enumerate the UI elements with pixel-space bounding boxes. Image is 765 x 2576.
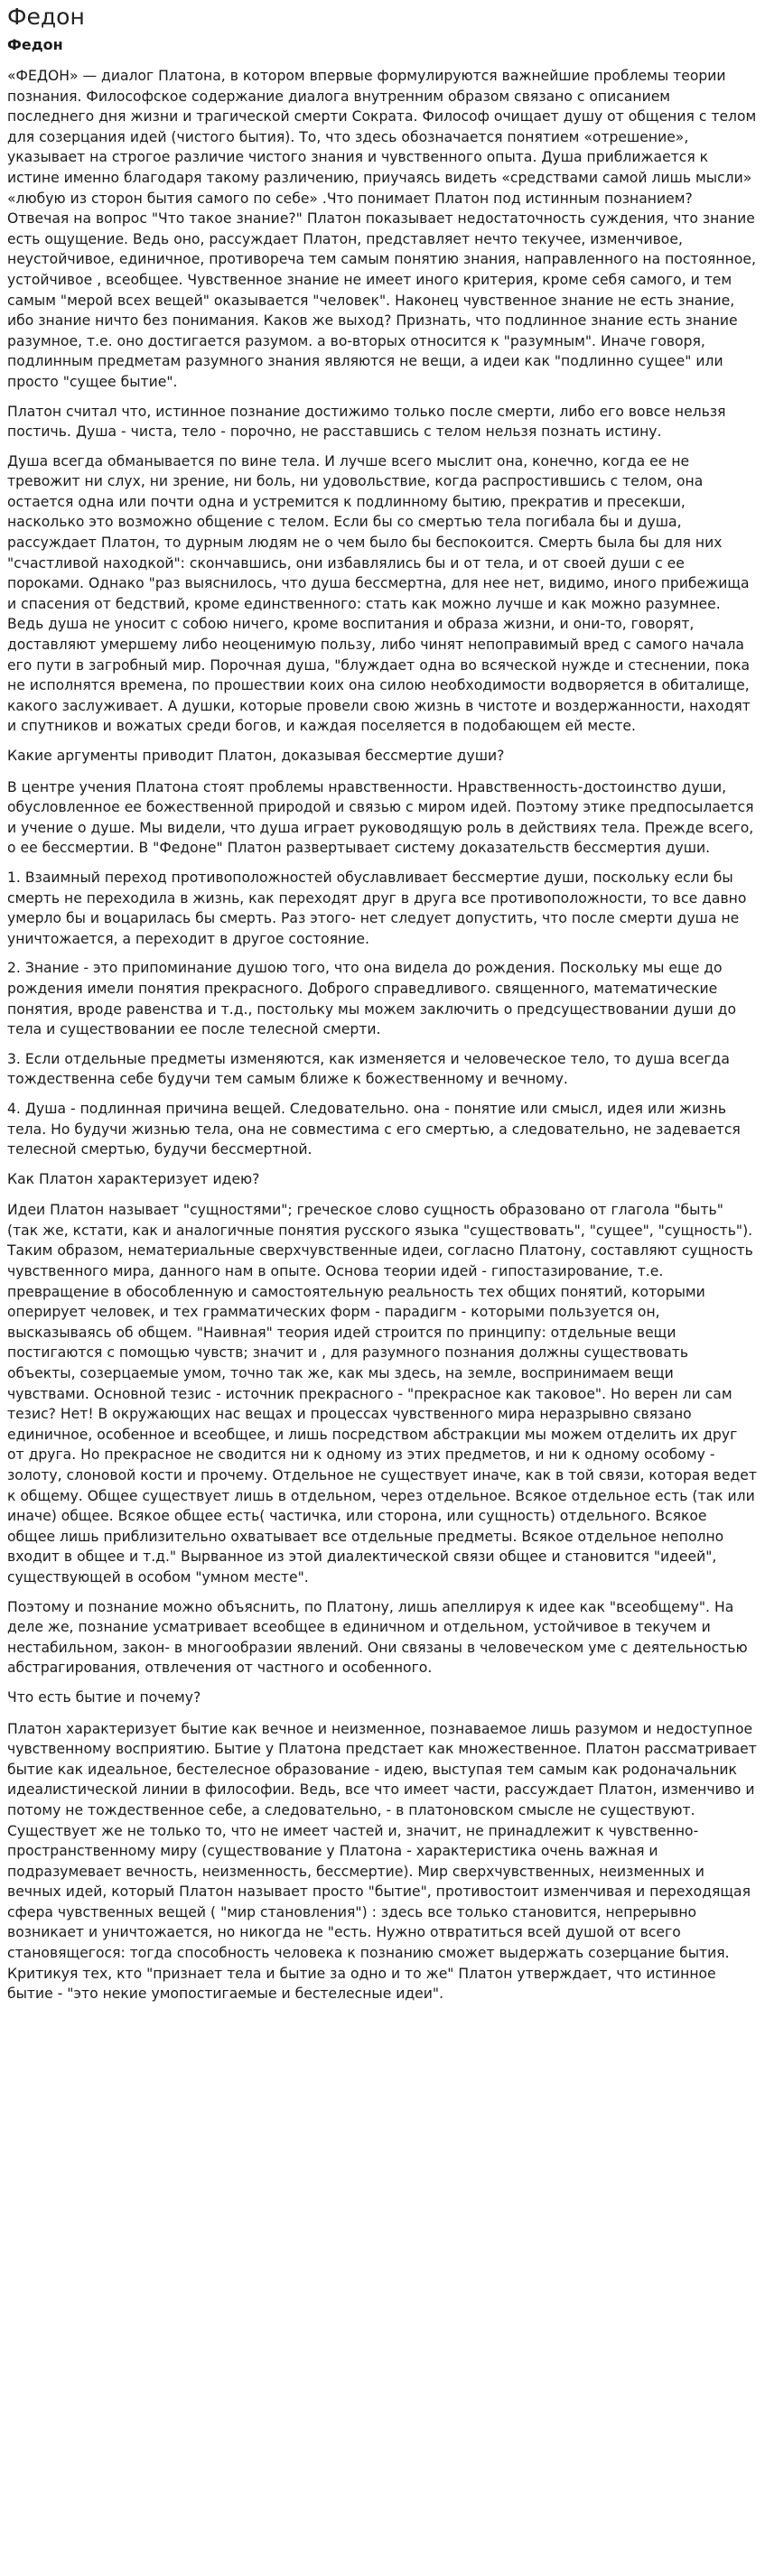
argument-item: 3. Если отдельные предметы изменяются, как изменяется и человеческое тело, то душа всегда тождественна себе будучи тем самым ближе к божественному и вечному. <box>7 1050 730 1088</box>
paragraph-soul-and-body: Душа всегда обманывается по вине тела. И лучше всего мыслит она, конечно, когда ее не тревожит ни слух, ни зрение, ни боль, ни удовольствие, когда распростившись с телом, она остается одна или почти одна и устремится к подлинному бытию, прекратив и пресекши, насколько это возможно общение с телом. Если бы со смертью тела погибала бы и душа, рассуждает Платон, то дурным людям не о чем было бы беспокоится. Смерть была бы для них "счастливой находкой": скончавшись, они избавлялись бы и от тела, и от своей души с ее пороками. Однако "раз выяснилось, что душа бессмертна, для нее нет, видимо, иного прибежища и спасения от бедствий, кроме единственного: стать как можно лучше и как можно разумнее. Ведь душа не уносит с собою ничего, кроме воспитания и образа жизни, и они-то, говорят, доставляют умершему либо неоценимую пользу, либо чинят непоправимый вред с самого начала его пути в загробный мир. Порочная душа, "блуждает одна во всяческой нужде и стеснении, пока не исполнятся времена, по прошествии коих она силою необходимости водворяется в обиталище, какого заслуживает. А душки, которые провели свою жизнь в чистоте и воздержанности, находят и спутников и вожатых среди богов, и каждая поселяется в подобающем ей месте. <box>7 452 751 735</box>
argument-item: 4. Душа - подлинная причина вещей. Следовательно. она - понятие или смысл, идея или жизнь тела. Но будучи жизнью тела, она не совместима с его смертью, а следовательно, не задевается телесной смертью, будучи бессмертной. <box>7 1100 741 1158</box>
paragraph-knowledge-after-death: Платон считал что, истинное познание достижимо только после смерти, либо его вовсе нельзя постичь. Душа - чиста, тело - порочно, не расставшись с телом нельзя познать истину. <box>7 403 726 441</box>
paragraph-cognition: Поэтому и познание можно объяснить, по Платону, лишь апеллируя к идее как "всеобщему". На деле же, познание усматривает всеобщее в единичном и отдельном, устойчивое в текучем и нестабильном, закон- в многообразии явлений. Они связаны в человеческом уме с деятельностью абстрагирования, отвлечения от частного и особенного. <box>7 1598 748 1677</box>
argument-item: 1. Взаимный переход противоположностей обуславливает бессмертие души, поскольку если бы смерть не переходила в жизнь, как переходят друг в друга все противоположности, то все давно умерло бы и воцарилась бы смерть. Раз этого- нет следует допустить, что после смерти душа не уничтожается, а переходит в другое состояние. <box>7 869 747 947</box>
article-title: Федон <box>7 36 63 53</box>
paragraph-ethics: В центре учения Платона стоят проблемы нравственности. Нравственность-достоинство души, обусловленное ее божественной природой и связью с миром идей. Поэтому этике предпосылается и учение о душе. Мы видели, что душа играет руководящую роль в действиях тела. Прежде всего, о ее бессмертии. В "Федоне" Платон развертывает систему доказательств бессмертия души. <box>7 778 754 857</box>
question-heading: Что есть бытие и почему? <box>7 1688 201 1706</box>
question-heading: Как Платон характеризует идею? <box>7 1170 260 1187</box>
paragraph-ideas: Идеи Платон называет "сущностями"; греческое слово сущность образовано от глагола "быть" (так же, кстати, как и аналогичные понятия русского языка "существовать", "сущее", "сущность"). Таким образом, нематериальные сверхчувственные идеи, согласно Платону, составляют сущность чувственного мира, данного нам в опыте. Основа теории идей - гипостазирование, т.е. превращение в обособленную и самостоятельную реальность тех общих понятий, которыми оперирует человек, и тех грамматических форм - парадигм - которыми пользуется он, высказываясь об общем. "Наивная" теория идей строится по принципу: отдельные вещи постигаются с помощью чувств; значит и , для разумного познания должны существовать объекты, созерцаемые умом, точно так же, как мы здесь, на земле, воспринимаем вещи чувствами. Основной тезис - источник прекрасного - "прекрасное как таковое". Но верен ли сам тезис? Нет! В окружающих нас вещах и процессах чувственного мира неразрывно связано единичное, особенное и всеобщее, и лишь посредством абстракции мы можем отделить их друг от друга. Но прекрасное не сводится ни к одному из этих предметов, и ни к одному особому - золоту, слоновой кости и прочему. Отдельное не существует иначе, как в той связи, которая ведет к общему. Общее существует лишь в отдельном, через отдельное. Всякое отдельное есть (так или иначе) общее. Всякое общее есть( частичка, или сторона, или сущность) отдельного. Всякое общее лишь приблизительно охватывает все отдельные предметы. Всякое отдельное неполно входит в общее и т.д." Вырванное из этой диалектической связи общее и становится "идеей", существующей в особом "умном месте". <box>7 1202 757 1586</box>
argument-item: 2. Знание - это припоминание душою того, что она видела до рождения. Поскольку мы еще до рождения имели понятия прекрасного. Доброго справедливого. священного, математические понятия, вроде равенства и т.д., постольку мы можем заключить о предсуществовании души до тела и существовании ее после телесной смерти. <box>7 960 736 1038</box>
paragraph-intro: «ФЕДОН» — диалог Платона, в котором впервые формулируются важнейшие проблемы теории познания. Философское содержание диалога внутренним образом связано с описанием последнего дня жизни и трагической смерти Сократа. Философ очищает душу от общения с телом для созерцания идей (чистого бытия). То, что здесь обозначается понятием «отрешение», указывает на строгое различие чистого знания и чувственного опыта. Душа приближается к истине именно благодаря такому различению, приучаясь видеть «средствами самой лишь мысли» «любую из сторон бытия самого по себе» .Что понимает Платон под истинным познанием? Отвечая на вопрос "Что такое знание?" Платон показывает недостаточность суждения, что знание есть ощущение. Ведь оно, рассуждает Платон, представляет нечто текучее, изменчивое, неустойчивое, единичное, противореча тем самым понятию знания, направленного на постоянное, устойчивое , всеобщее. Чувственное знание не имеет иного критерия, кроме себя самого, и тем самым "мерой всех вещей" оказывается "человек". Наконец чувственное знание не есть знание, ибо знание ничто без понимания. Каков же выход? Признать, что подлинное знание есть знание разумное, т.е. оно достигается разумом. а во-вторых относится к "разумным". Иначе говоря, подлинным предметам разумного знания являются не вещи, а идеи как "подлинно сущее" или просто "сущее бытие". <box>7 68 757 390</box>
page-title: Федон <box>7 4 85 30</box>
question-heading: Какие аргументы приводит Платон, доказывая бессмертие души? <box>7 748 505 764</box>
paragraph-being: Платон характеризует бытие как вечное и неизменное, познаваемое лишь разумом и недоступное чувственному восприятию. Бытие у Платона предстает как множественное. Платон рассматривает бытие как идеальное, бестелесное образование - идею, выступая тем самым как родоначальник идеалистической линии в философии. Ведь, все что имеет части, рассуждает Платон, изменчиво и потому не тождественное себе, а следовательно, - в платоновском смысле не существуют. Существует же не только то, что не имеет частей и, значит, не принадлежит к чувственно-пространственному миру (существование у Платона - характеристика очень важная и подразумевает вечность, неизменность, бессмертие). Мир сверхчувственных, неизменных и вечных идей, который Платон называет просто "бытие", противостоит изменчивая и переходящая сфера чувственных вещей ( "мир становления") : здесь все только становится, непрерывно возникает и уничтожается, но никогда не "есть. Нужно отвратиться всей душой от всего становящегося: тогда способность человека к познанию сможет выдержать созерцание бытия. Критикуя тех, кто "признает тела и бытие за одно и то же" Платон утверждает, что истинное бытие - "это некие умопостигаемые и бестелесные идеи". <box>7 1720 757 2003</box>
